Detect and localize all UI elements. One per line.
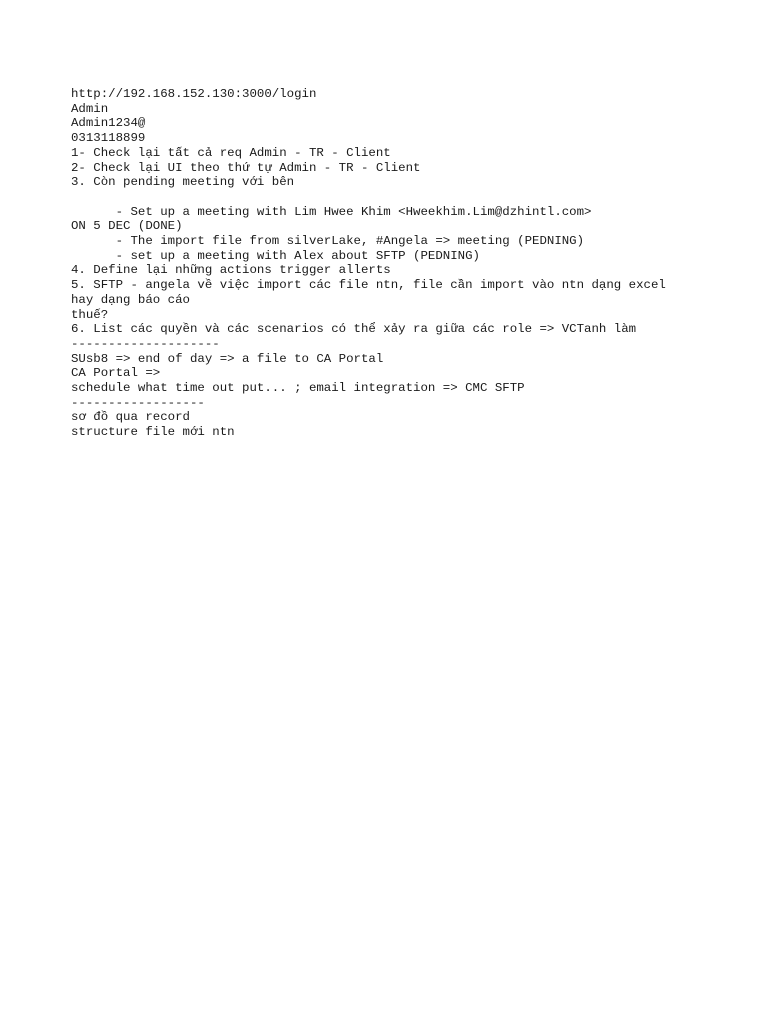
text-line: - set up a meeting with Alex about SFTP (PEDNING) (71, 248, 480, 263)
text-line: - Set up a meeting with Lim Hwee Khim <Hweekhim.Lim@dzhintl.com> (71, 204, 592, 219)
text-line: 6. List các quyền và các scenarios có thể xảy ra giữa các role => VCTanh làm (71, 322, 637, 337)
text-line: 2- Check lại UI theo thứ tự Admin - TR - Client (71, 160, 421, 175)
separator-line: ------------------ (71, 395, 205, 410)
text-line: 0313118899 (71, 131, 146, 146)
separator-line: -------------------- (71, 336, 220, 351)
text-line: http://192.168.152.130:3000/login (71, 87, 317, 101)
text-line: 5. SFTP - angela về việc import các file ntn, file cần import vào ntn dạng excel (71, 278, 666, 293)
text-line: sơ đồ qua record (71, 410, 190, 425)
text-line: hay dạng báo cáo (71, 292, 190, 307)
text-line: schedule what time out put... ; email integration => CMC SFTP (71, 381, 525, 396)
document-body (71, 87, 761, 440)
text-line: - The import file from silverLake, #Angela => meeting (PEDNING) (71, 234, 585, 249)
text-line: 3. Còn pending meeting với bên (71, 175, 295, 190)
text-line: SUsb8 => end of day => a file to CA Portal (71, 351, 384, 366)
text-line: ON 5 DEC (DONE) (71, 219, 183, 234)
text-line: structure file mới ntn (71, 425, 235, 440)
text-line: Admin1234@ (71, 116, 146, 131)
text-line: CA Portal => (71, 366, 161, 381)
blank-line (71, 190, 761, 205)
text-line: Admin (71, 101, 109, 116)
text-line: thuế? (71, 307, 109, 322)
text-line: 1- Check lại tất cả req Admin - TR - Client (71, 145, 391, 160)
text-line: 4. Define lại những actions trigger allerts (71, 263, 391, 278)
